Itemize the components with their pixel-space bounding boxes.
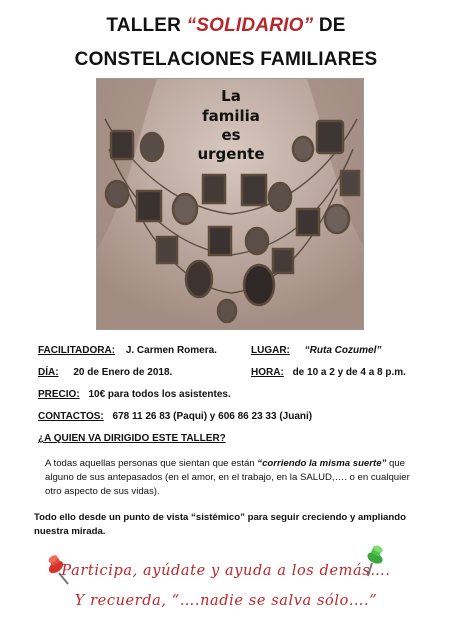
hora-value: de 10 a 2 y de 4 a 8 p.m. [292,367,406,378]
necklace-photo [96,78,364,330]
paragraph1-emph: “corriendo la misma suerte” [257,458,387,469]
title-pre: TALLER [106,15,187,36]
facilitadora-label: FACILITADORA: [38,345,116,356]
lugar-label: LUGAR: [251,345,290,356]
footer-line-2: Y recuerda, “….nadie se salva sólo….” [74,593,378,609]
caption-line-2: familia [202,107,260,125]
lugar-value: “Ruta Cozumel” [304,345,382,356]
title-accent: “SOLIDARIO” [186,15,314,36]
dia-value: 20 de Enero de 2018. [73,367,173,378]
dia-label: DÍA: [38,367,59,378]
caption-line-1: La [221,87,241,105]
precio-row [38,389,231,400]
caption-line-3: es [221,126,241,144]
facilitadora-row [38,345,217,356]
hora-row [251,367,406,378]
audience-heading-text: ¿A QUIEN VA DIRIGIDO ESTE TALLER? [38,433,226,444]
audience-heading [38,433,226,444]
contactos-value: 678 11 26 83 (Paqui) y 606 86 23 33 (Juani) [112,411,313,422]
title-post: DE [313,15,346,36]
facilitadora-value: J. Carmen Romera. [125,345,217,356]
paragraph1-post: que alguno de sus antepasados (en el amor, en el trabajo, en la SALUD,…. o en cualquier otro aspecto de sus vidas). [45,458,410,497]
contactos-label: CONTACTOS: [38,411,104,422]
precio-value: 10€ para todos los asistentes. [88,389,231,400]
audience-paragraph [45,457,420,499]
hora-label: HORA: [251,367,284,378]
caption-line-4: urgente [197,145,265,163]
lugar-row [251,345,381,356]
paragraph1-pre: A todas aquellas personas que sientan que están [45,458,258,469]
contactos-row [38,411,312,422]
footer-line-1: Participa, ayúdate y ayuda a los demás…. [61,563,391,579]
page-subtitle: CONSTELACIONES FAMILIARES [74,49,378,70]
page-title [0,15,452,37]
precio-label: PRECIO: [38,389,80,400]
dia-row [38,367,172,378]
systemic-paragraph: Todo ello desde un punto de vista “sistémico” para seguir creciendo y ampliando nuestra mirada. [34,512,406,537]
